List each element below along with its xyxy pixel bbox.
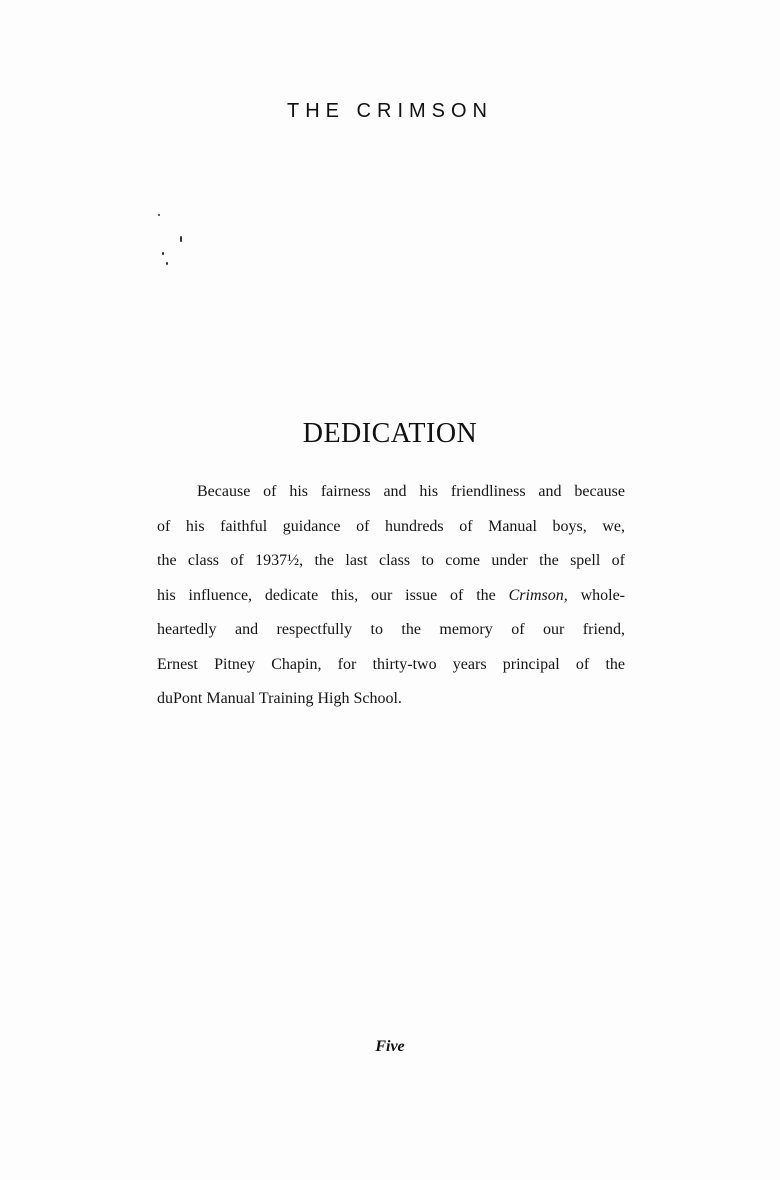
dedication-paragraph bbox=[157, 475, 625, 717]
scan-speck bbox=[180, 236, 182, 242]
dedication-line-part: his influence, dedicate this, our issue of the bbox=[157, 586, 509, 604]
page-number: Five bbox=[375, 1038, 405, 1055]
running-head: THE CRIMSON bbox=[287, 100, 493, 122]
dedication-title: DEDICATION bbox=[302, 418, 478, 449]
scan-speck bbox=[162, 252, 164, 255]
dedication-line: Because of his fairness and his friendliness and because bbox=[197, 483, 625, 500]
dedication-line bbox=[157, 579, 625, 614]
crimson-italic: Crimson, bbox=[508, 586, 568, 604]
dedication-line: duPont Manual Training High School. bbox=[157, 690, 402, 707]
scan-speck bbox=[166, 262, 168, 265]
dedication-line: of his faithful guidance of hundreds of Manual boys, we, bbox=[157, 517, 625, 535]
dedication-line: the class of 1937½, the last class to come under the spell of bbox=[157, 552, 625, 569]
scan-speck bbox=[158, 214, 160, 216]
dedication-line: heartedly and respectfully to the memory of our friend, bbox=[157, 621, 625, 638]
dedication-line-part: whole- bbox=[567, 586, 625, 604]
dedication-line: Ernest Pitney Chapin, for thirty-two years principal of the bbox=[157, 655, 625, 673]
